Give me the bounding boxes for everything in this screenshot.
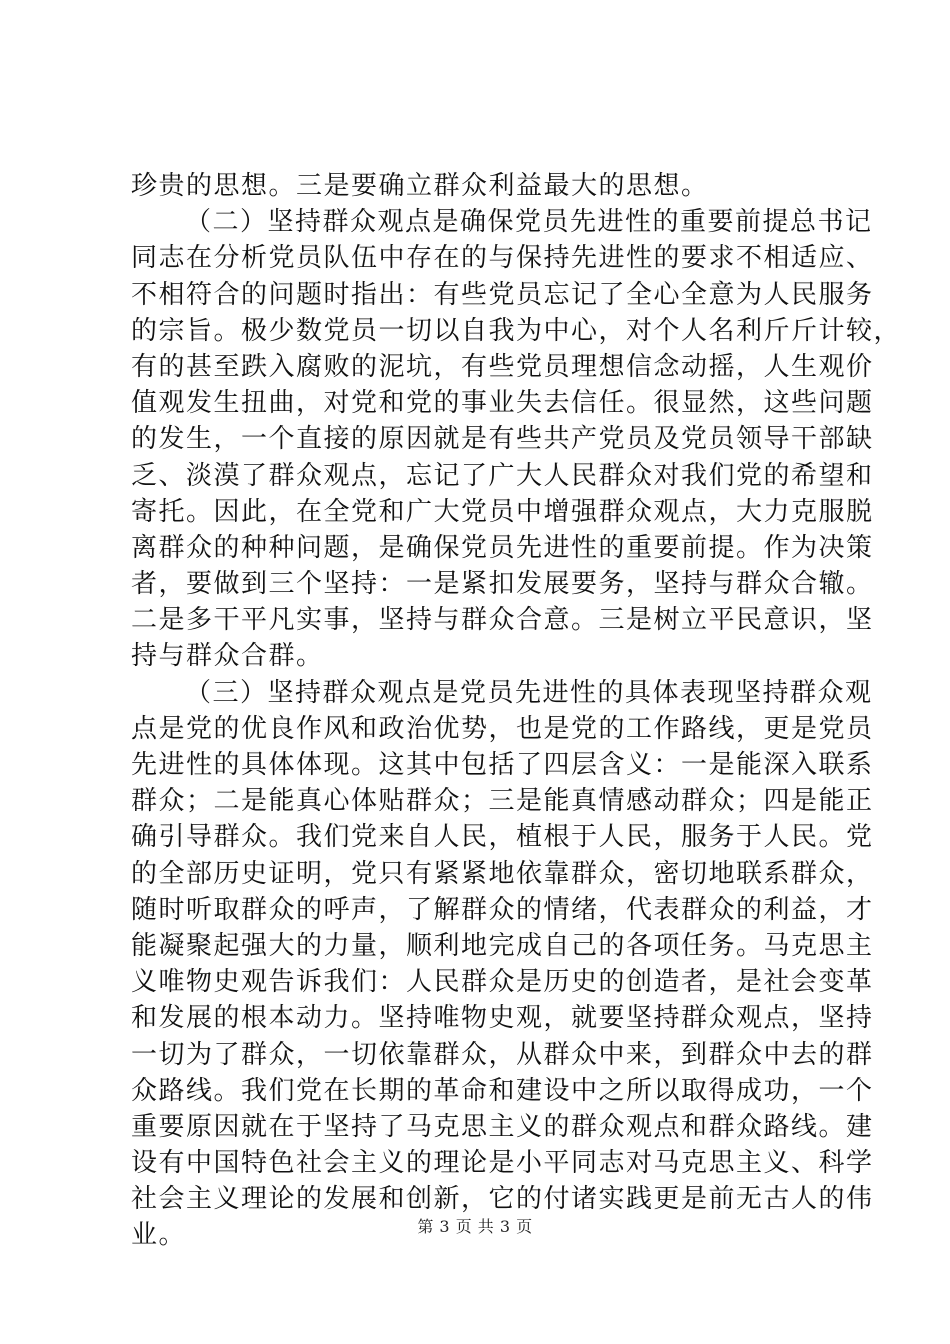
text-line: 的发生，一个直接的原因就是有些共产党员及党员领导干部缺 bbox=[131, 424, 874, 455]
text-line: 的全部历史证明，党只有紧紧地依靠群众，密切地联系群众， bbox=[131, 858, 874, 889]
text-line: 众路线。我们党在长期的革命和建设中之所以取得成功，一个 bbox=[131, 1075, 874, 1106]
text-line: 先进性的具体体现。这其中包括了四层含义：一是能深入联系 bbox=[131, 750, 874, 780]
text-line: 值观发生扭曲，对党和党的事业失去信任。很显然，这些问题 bbox=[131, 388, 874, 419]
text-line: 寄托。因此，在全党和广大党员中增强群众观点，大力克服脱 bbox=[131, 496, 874, 527]
document-body bbox=[131, 168, 902, 1254]
text-line: 社会主义理论的发展和创新，它的付诸实践更是前无古人的伟 bbox=[131, 1184, 874, 1215]
paragraph-first-line: （二）坚持群众观点是确保党员先进性的重要前提总书记 bbox=[185, 207, 873, 238]
page-footer: 第 3 页 共 3 页 bbox=[417, 1217, 533, 1236]
text-line: 二是多干平凡实事，坚持与群众合意。三是树立平民意识，坚 bbox=[131, 605, 874, 636]
text-line: 重要原因就在于坚持了马克思主义的群众观点和群众路线。建 bbox=[131, 1111, 874, 1142]
text-line: 不相符合的问题时指出：有些党员忘记了全心全意为人民服务 bbox=[131, 279, 874, 310]
text-line: 离群众的种种问题，是确保党员先进性的重要前提。作为决策 bbox=[131, 532, 874, 563]
text-line: 乏、淡漠了群众观点，忘记了广大人民群众对我们党的希望和 bbox=[131, 460, 874, 491]
text-line: 设有中国特色社会主义的理论是小平同志对马克思主义、科学 bbox=[131, 1148, 874, 1179]
text-line: 群众；二是能真心体贴群众；三是能真情感动群众；四是能正 bbox=[131, 786, 874, 817]
text-line: 点是党的优良作风和政治优势，也是党的工作路线，更是党员 bbox=[131, 713, 874, 744]
text-line: 能凝聚起强大的力量，顺利地完成自己的各项任务。马克思主 bbox=[131, 930, 874, 961]
text-line: 的宗旨。极少数党员一切以自我为中心，对个人名利斤斤计较， bbox=[131, 315, 902, 346]
text-line: 随时听取群众的呼声，了解群众的情绪，代表群众的利益，才 bbox=[131, 894, 874, 925]
text-line: 确引导群众。我们党来自人民，植根于人民，服务于人民。党 bbox=[131, 822, 874, 853]
text-line: 有的甚至跌入腐败的泥坑，有些党员理想信念动摇，人生观价 bbox=[131, 351, 874, 382]
text-line: 同志在分析党员队伍中存在的与保持先进性的要求不相适应、 bbox=[131, 243, 874, 274]
text-line: 持与群众合群。 bbox=[131, 641, 324, 672]
text-line: 一切为了群众，一切依靠群众，从群众中来，到群众中去的群 bbox=[131, 1039, 874, 1070]
text-line: 义唯物史观告诉我们：人民群众是历史的创造者，是社会变革 bbox=[131, 967, 874, 998]
text-line: 和发展的根本动力。坚持唯物史观，就要坚持群众观点，坚持 bbox=[131, 1003, 874, 1034]
text-line: 珍贵的思想。三是要确立群众利益最大的思想。 bbox=[131, 171, 709, 201]
text-line: 者，要做到三个坚持：一是紧扣发展要务，坚持与群众合辙。 bbox=[131, 569, 874, 600]
text-line: 业。 bbox=[131, 1220, 187, 1251]
paragraph-first-line: （三）坚持群众观点是党员先进性的具体表现坚持群众观 bbox=[185, 677, 873, 708]
